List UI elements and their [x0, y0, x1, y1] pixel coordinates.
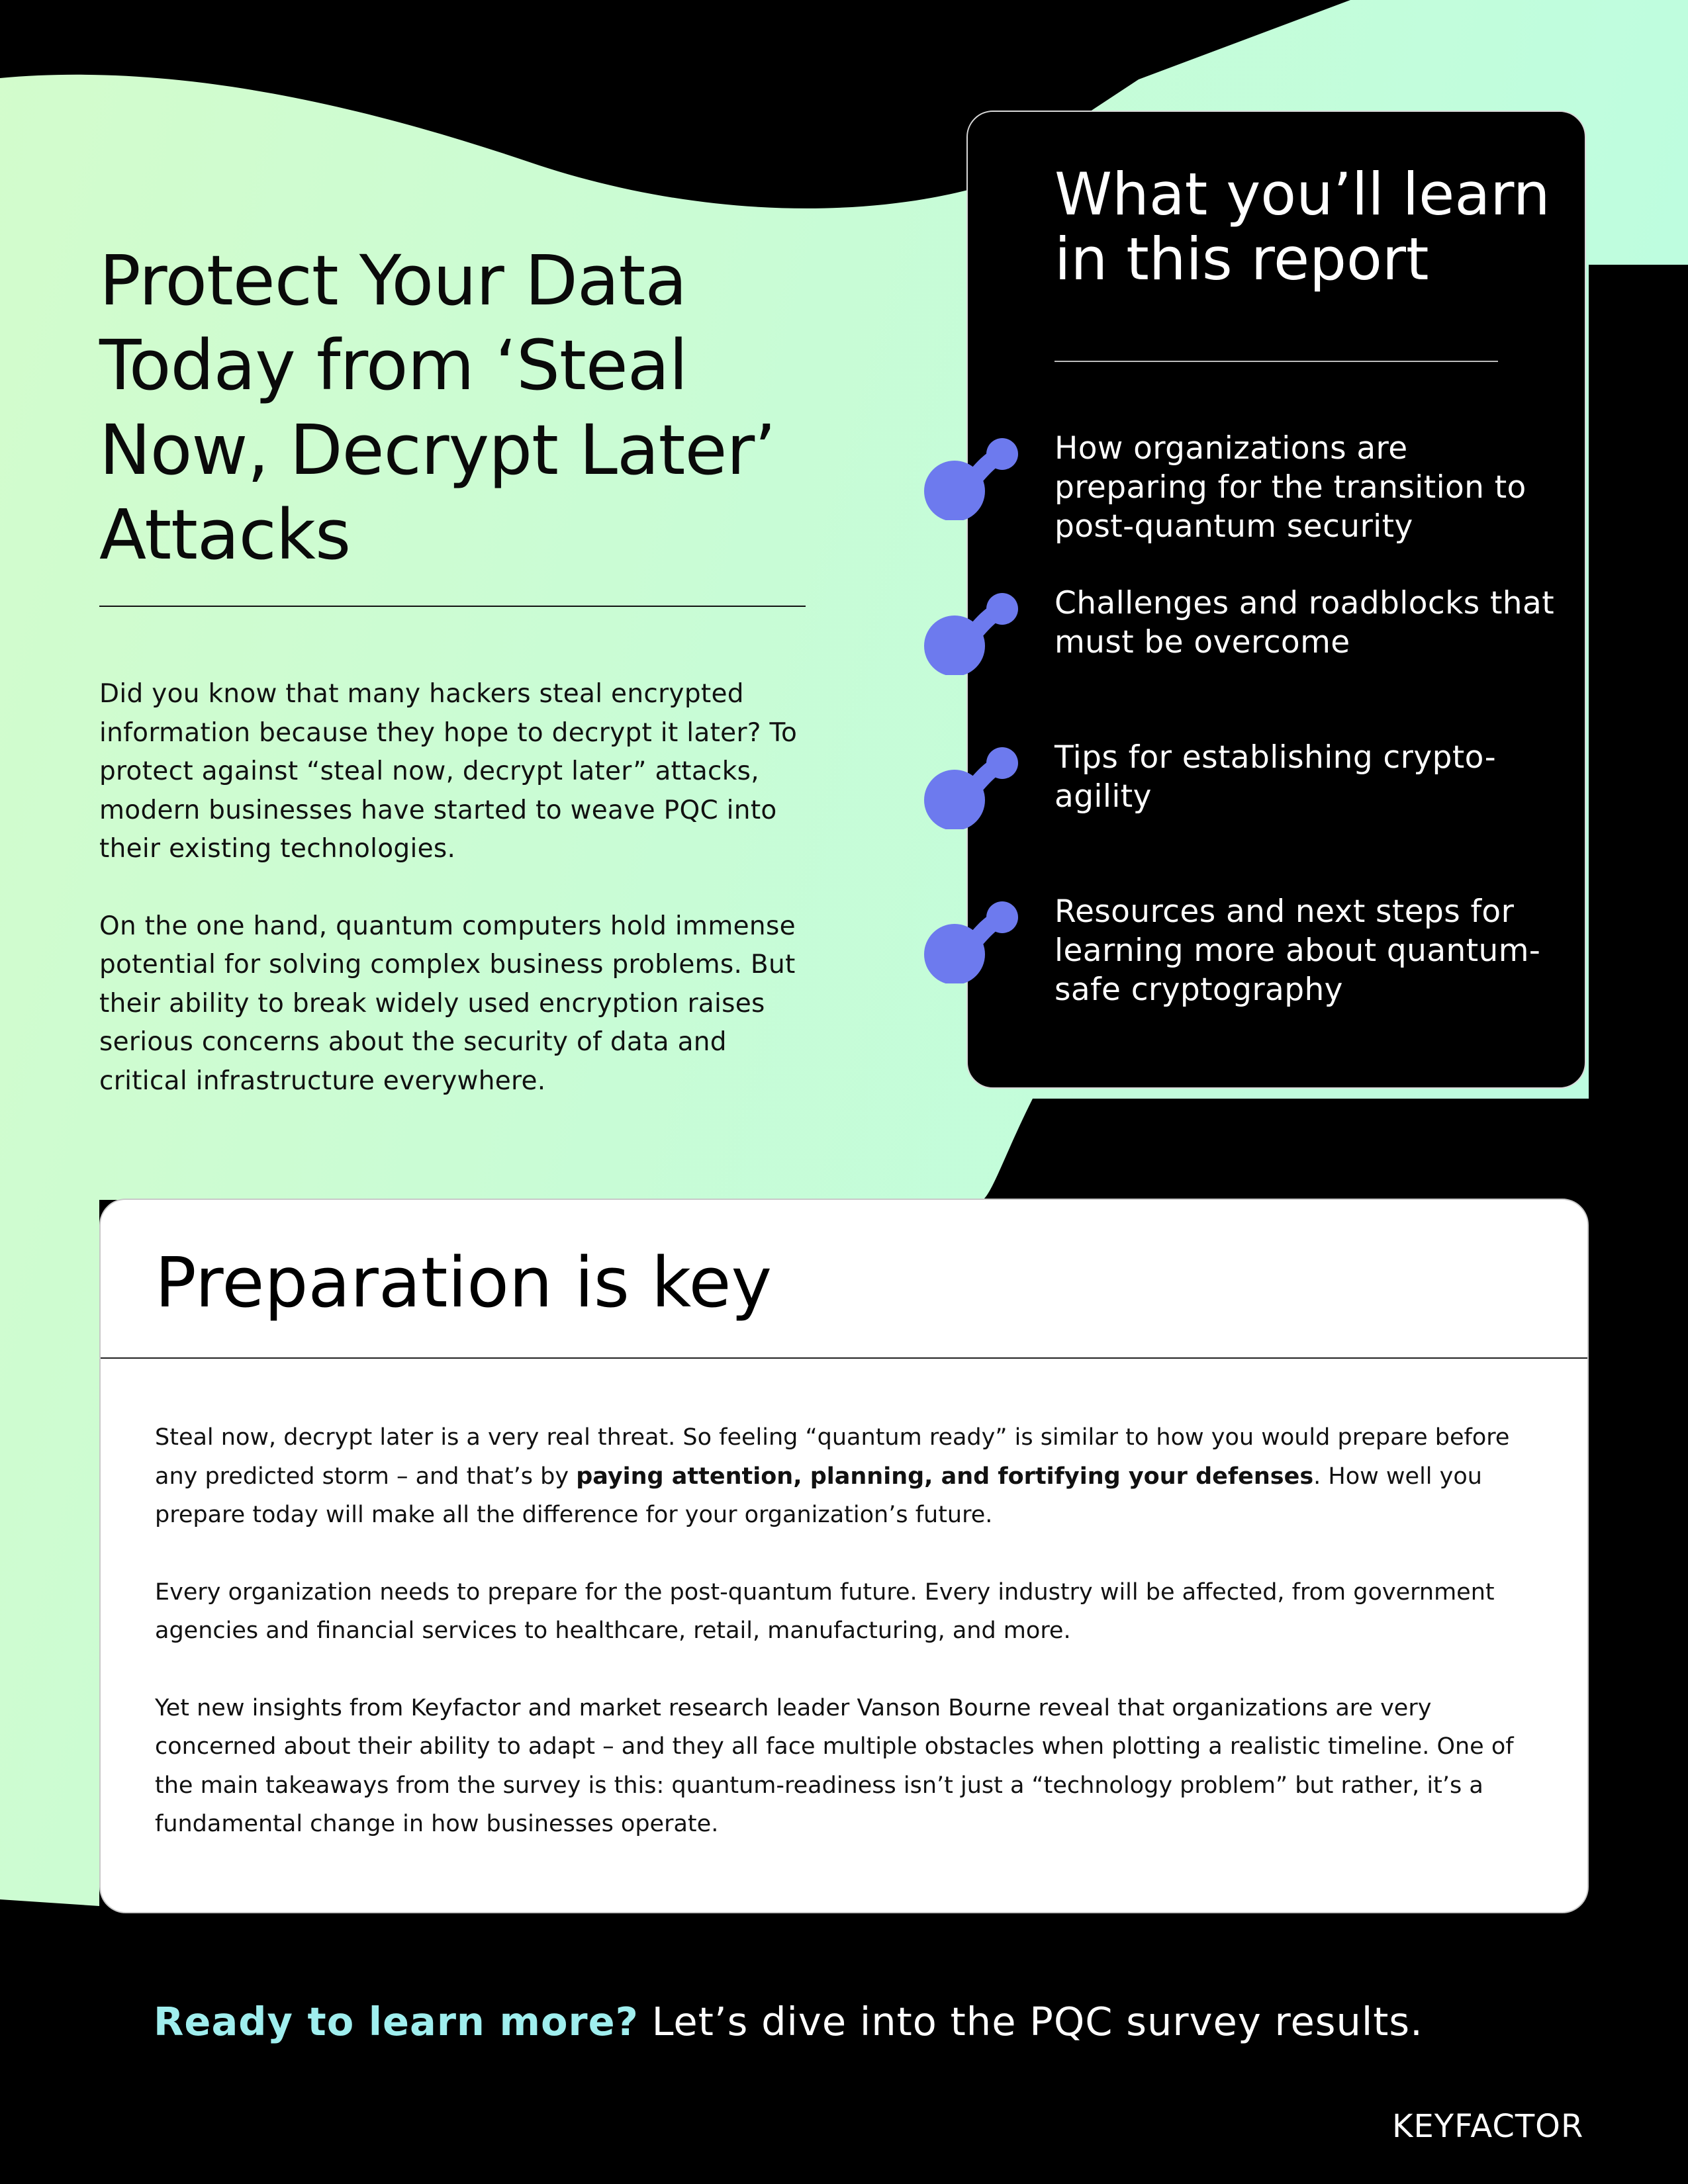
learn-item — [920, 429, 1569, 548]
preparation-paragraph-3: Yet new insights from Keyfactor and market research leader Vanson Bourne reveal that organizations are very concerned about their ability to adapt – and they all face multiple obstacles when plotting a realistic timeline. One of the main takeaways from the survey is this: quantum-readiness isn’t just a “technology problem” but rather, it’s a fundamental change in how businesses operate. — [155, 1694, 1514, 1837]
preparation-title: Preparation is key — [155, 1242, 773, 1323]
preparation-p1-text: Steal now, decrypt later is a very real threat. So feeling “quantum ready” is similar to how you would prepare before any predicted storm – and that’s by — [155, 1424, 1510, 1490]
page-headline — [99, 238, 827, 577]
connected-dots-icon — [920, 897, 1026, 983]
learn-item-text: Tips for establishing crypto-agility — [1055, 739, 1497, 815]
learn-title — [1055, 162, 1558, 292]
learn-divider — [1055, 361, 1498, 362]
learn-title-line-2: in this report — [1055, 225, 1429, 293]
preparation-body — [155, 1418, 1532, 1882]
cta-text — [154, 1999, 1423, 2044]
preparation-paragraph-1 — [155, 1418, 1532, 1535]
cta-highlight: Ready to learn more? — [154, 1999, 639, 2044]
connected-dots-icon — [920, 589, 1026, 675]
headline-line-1: Protect Your Data — [99, 240, 687, 321]
learn-title-line-1: What you’ll learn — [1055, 160, 1550, 228]
cta-rest: Let’s dive into the PQC survey results. — [638, 1999, 1423, 2044]
connected-dots-icon — [920, 434, 1026, 520]
preparation-p1-bold: paying attention, planning, and fortifying your defenses — [576, 1463, 1314, 1490]
intro-text — [99, 675, 814, 1139]
preparation-p1-tail: . How well you prepare today will make all the difference for your organization’s future. — [155, 1463, 1482, 1528]
learn-item — [920, 892, 1569, 1011]
headline-line-3: Now, Decrypt Later’ — [99, 410, 776, 490]
learn-item — [920, 738, 1569, 857]
learn-item-text: Resources and next steps for learning more about quantum-safe cryptography — [1055, 893, 1541, 1008]
keyfactor-logo: KEYFACTOR — [1392, 2108, 1584, 2145]
headline-line-2: Today from ‘Steal — [99, 325, 688, 406]
intro-paragraph-2: On the one hand, quantum computers hold immense potential for solving complex business problems. But their ability to break widely used encryption raises serious concerns about the security of data and critical infrastructure everywhere. — [99, 911, 796, 1096]
learn-item-text: How organizations are preparing for the transition to post-quantum security — [1055, 430, 1526, 545]
learn-item — [920, 584, 1569, 703]
learn-item-text: Challenges and roadblocks that must be overcome — [1055, 585, 1555, 660]
preparation-card — [99, 1199, 1589, 1913]
intro-paragraph-1: Did you know that many hackers steal encrypted information because they hope to decrypt it later? To protect against “steal now, decrypt later” attacks, modern businesses have started to weave PQC into their existing technologies. — [99, 679, 798, 864]
connected-dots-icon — [920, 743, 1026, 829]
preparation-paragraph-2: Every organization needs to prepare for the post-quantum future. Every industry will be affected, from government agencies and financial services to healthcare, retail, manufacturing, and more. — [155, 1578, 1495, 1644]
headline-divider — [99, 606, 806, 607]
headline-line-4: Attacks — [99, 494, 351, 575]
preparation-divider — [101, 1357, 1587, 1359]
